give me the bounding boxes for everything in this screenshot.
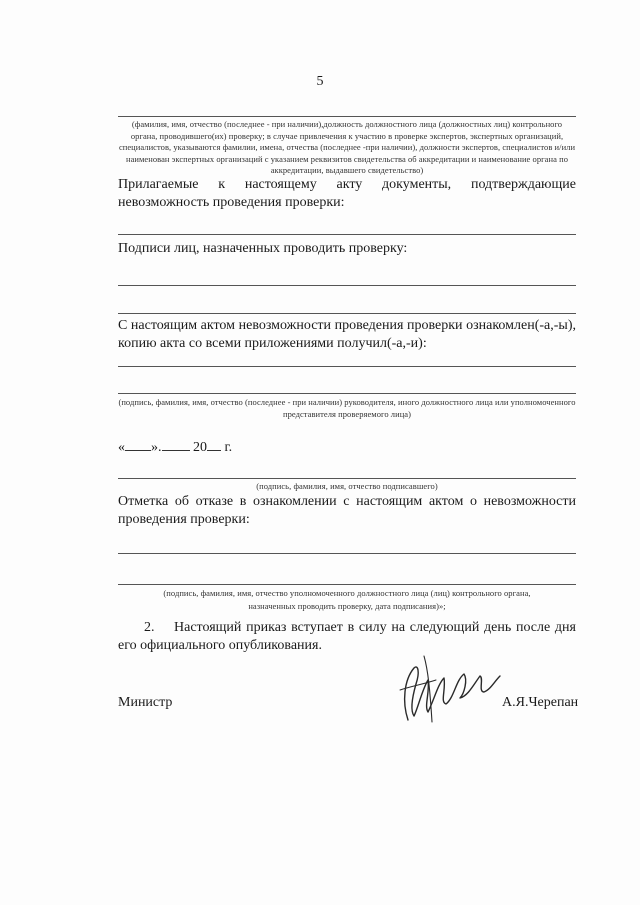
date-day-blank xyxy=(125,450,151,451)
caption-officials-2: назначенных проводить проверку, дата подписания)»; xyxy=(248,601,446,611)
date-line xyxy=(118,439,232,457)
clause-text: Настоящий приказ вступает в силу на следующий день после дня его официального опубликования. xyxy=(118,620,576,653)
refusal-label: Отметка об отказе в ознакомлении с настоящим актом о невозможности проведения проверки: xyxy=(118,494,576,527)
attached-documents-line xyxy=(118,234,576,235)
handwritten-signature xyxy=(394,650,506,730)
attached-documents-label: Прилагаемые к настоящему акту документы, подтверждающие невозможность проведения проверки: xyxy=(118,177,576,210)
date-year-blank xyxy=(207,450,221,451)
caption-inspector: (подпись, фамилия, имя, отчество подписавшего) xyxy=(256,481,438,491)
minister-title: Министр xyxy=(118,695,173,710)
date-year-prefix: 20 xyxy=(189,440,207,455)
acquainted-line-1 xyxy=(118,366,576,367)
caption-inspectors: (фамилия, имя, отчество (последнее - при наличии),должность должностного лица (должностных лиц) контрольного органа, проводившего(их) проверку; в случае привлечения к участию в проверке экспертов, экспертных организаций, специалистов, указываются фамилии, имена, отчества (последнее -при наличии), должности экспертов, специалистов и/или наименован экспертных организаций с указанием реквизитов свидетельства об аккредитации и наименование органа по аккредитации, выдавшего свидетельство) xyxy=(118,119,576,176)
caption-officials-1: (подпись, фамилия, имя, отчество уполномоченного должностного лица (лиц) контрольного органа, xyxy=(163,588,531,598)
acquainted-statement: С настоящим актом невозможности проведения проверки ознакомлен(-а,-ы), копию акта со всеми приложениями получил(-а,-и): xyxy=(118,318,576,351)
page-number: 5 xyxy=(316,74,324,89)
date-quote-open: « xyxy=(118,440,125,455)
date-month-blank xyxy=(162,450,190,451)
clause-number: 2. xyxy=(144,620,155,635)
refusal-line-1 xyxy=(118,553,576,554)
acquainted-line-2 xyxy=(118,393,576,394)
minister-name: А.Я.Черепан xyxy=(502,695,579,710)
inspector-signature-line xyxy=(118,478,576,479)
refusal-line-2 xyxy=(118,584,576,585)
date-year-suffix: г. xyxy=(221,440,233,455)
date-quote-close: » xyxy=(151,440,158,455)
signature-line-1 xyxy=(118,285,576,286)
signature-line-2 xyxy=(118,313,576,314)
signature-line xyxy=(118,116,576,117)
caption-inspected-head: (подпись, фамилия, имя, отчество (последнее - при наличии) руководителя, иного должностного лица или уполномоченного представителя проверяемого лица) xyxy=(118,397,576,419)
signatures-label: Подписи лиц, назначенных проводить проверку: xyxy=(118,241,408,256)
date-dot: . xyxy=(158,440,162,455)
